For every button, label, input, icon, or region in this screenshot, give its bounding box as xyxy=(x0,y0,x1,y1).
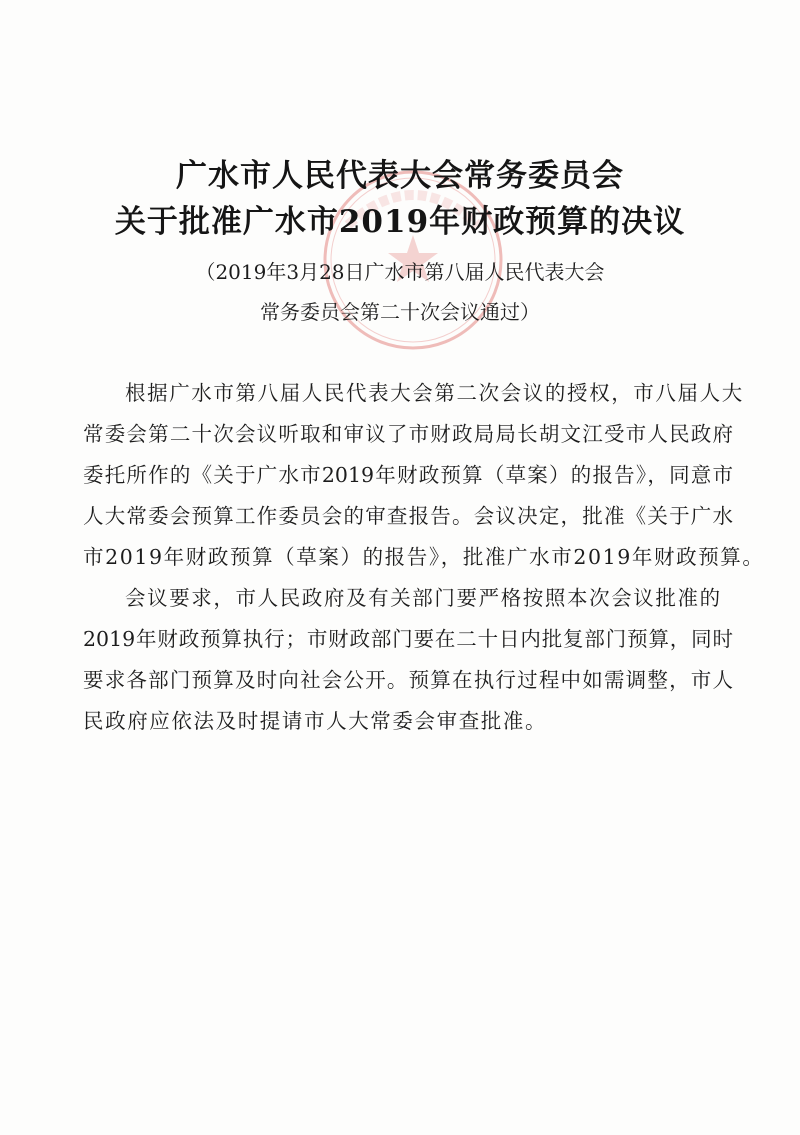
paragraph-line: 根据广水市第八届人民代表大会第二次会议的授权，市八届人大 xyxy=(125,381,744,405)
paragraph-line: 委托所作的《关于广水市2019年财政预算（草案）的报告》，同意市 xyxy=(83,463,733,487)
document-subtitle-line2: 常务委员会第二十次会议通过） xyxy=(260,300,540,324)
document-subtitle-line1: （2019年3月28日广水市第八届人民代表大会 xyxy=(195,260,605,284)
paragraph-line: 常委会第二十次会议听取和审议了市财政局局长胡文江受市人民政府 xyxy=(83,422,733,446)
paragraph-line: 民政府应依法及时提请市人大常委会审查批准。 xyxy=(83,709,548,733)
paragraph-line: 市2019年财政预算（草案）的报告》，批准广水市2019年财政预算。 xyxy=(83,545,765,569)
paragraph-line: 2019年财政预算执行；市财政部门要在二十日内批复部门预算，同时 xyxy=(83,627,733,651)
paragraph-line: 要求各部门预算及时向社会公开。预算在执行过程中如需调整，市人 xyxy=(83,668,733,692)
document-title-line2: 关于批准广水市2019年财政预算的决议 xyxy=(114,204,686,240)
paragraph-line: 人大常委会预算工作委员会的审查报告。会议决定，批准《关于广水 xyxy=(83,504,733,528)
paragraph-line: 会议要求，市人民政府及有关部门要严格按照本次会议批准的 xyxy=(125,586,722,610)
document-title-line1: 广水市人民代表大会常务委员会 xyxy=(176,158,624,194)
